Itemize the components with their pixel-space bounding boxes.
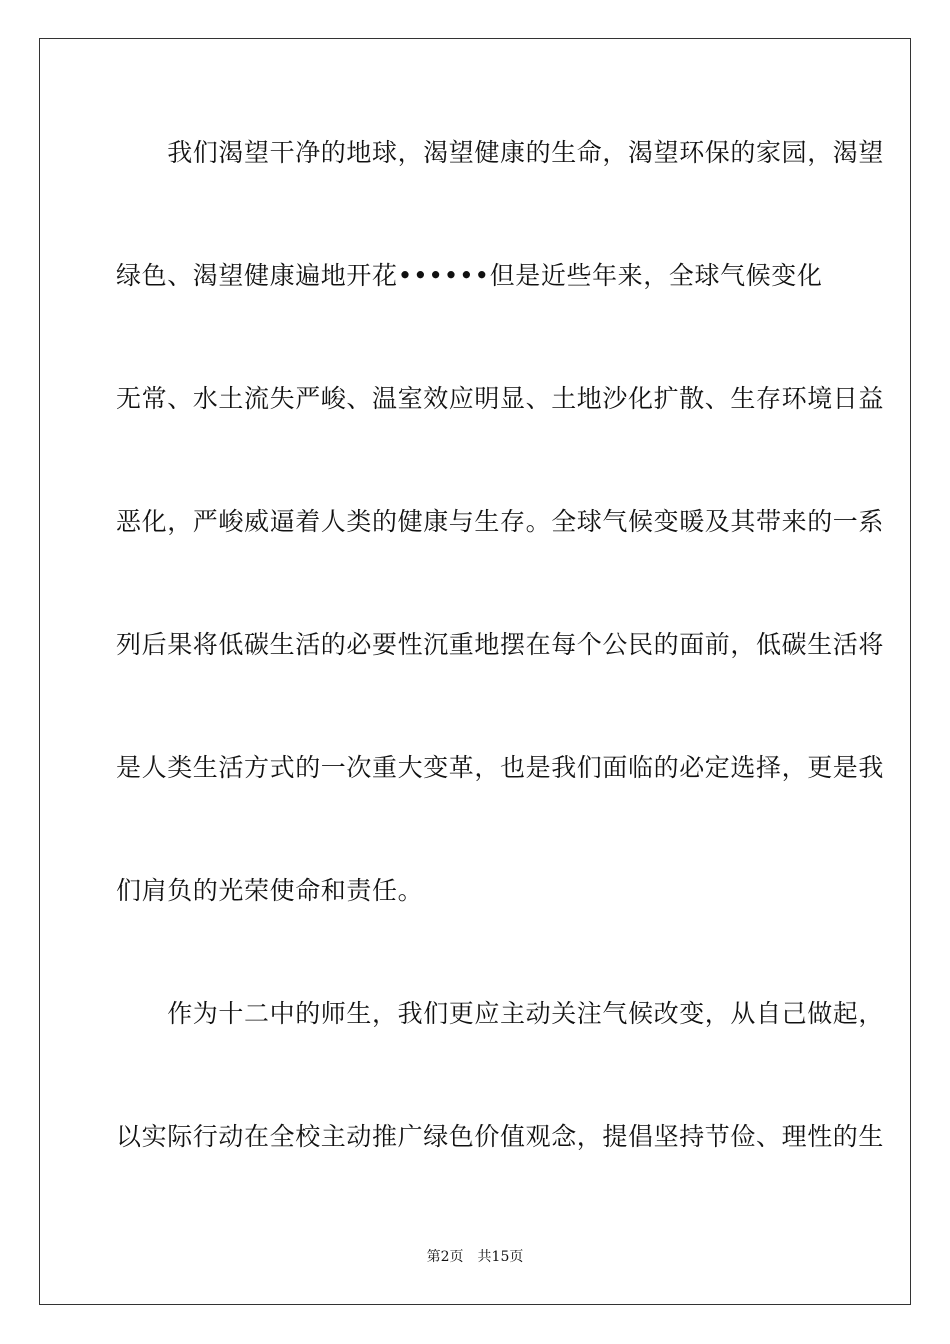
paragraph-line: 们肩负的光荣使命和责任。	[116, 876, 424, 905]
paragraph-line: 绿色、渴望健康遍地开花••••••但是近些年来，全球气候变化	[116, 261, 823, 290]
paragraph-line: 恶化，严峻威逼着人类的健康与生存。全球气候变暖及其带来的一系	[116, 507, 885, 536]
paragraph-line: 无常、水土流失严峻、温室效应明显、土地沙化扩散、生存环境日益	[116, 384, 885, 413]
paragraph-line: 是人类生活方式的一次重大变革，也是我们面临的必定选择，更是我	[116, 753, 885, 782]
page-border	[39, 38, 911, 1305]
paragraph-line: 列后果将低碳生活的必要性沉重地摆在每个公民的面前，低碳生活将	[116, 630, 885, 659]
page-total: 共15页	[477, 1249, 524, 1265]
paragraph-line: 作为十二中的师生，我们更应主动关注气候改变，从自己做起，	[116, 999, 885, 1028]
paragraph-line: 以实际行动在全校主动推广绿色价值观念，提倡坚持节俭、理性的生	[116, 1122, 885, 1151]
page-footer	[0, 1248, 950, 1266]
paragraph-line: 我们渴望干净的地球，渴望健康的生命，渴望环保的家园，渴望	[116, 138, 885, 167]
page-number: 第2页	[426, 1249, 464, 1265]
